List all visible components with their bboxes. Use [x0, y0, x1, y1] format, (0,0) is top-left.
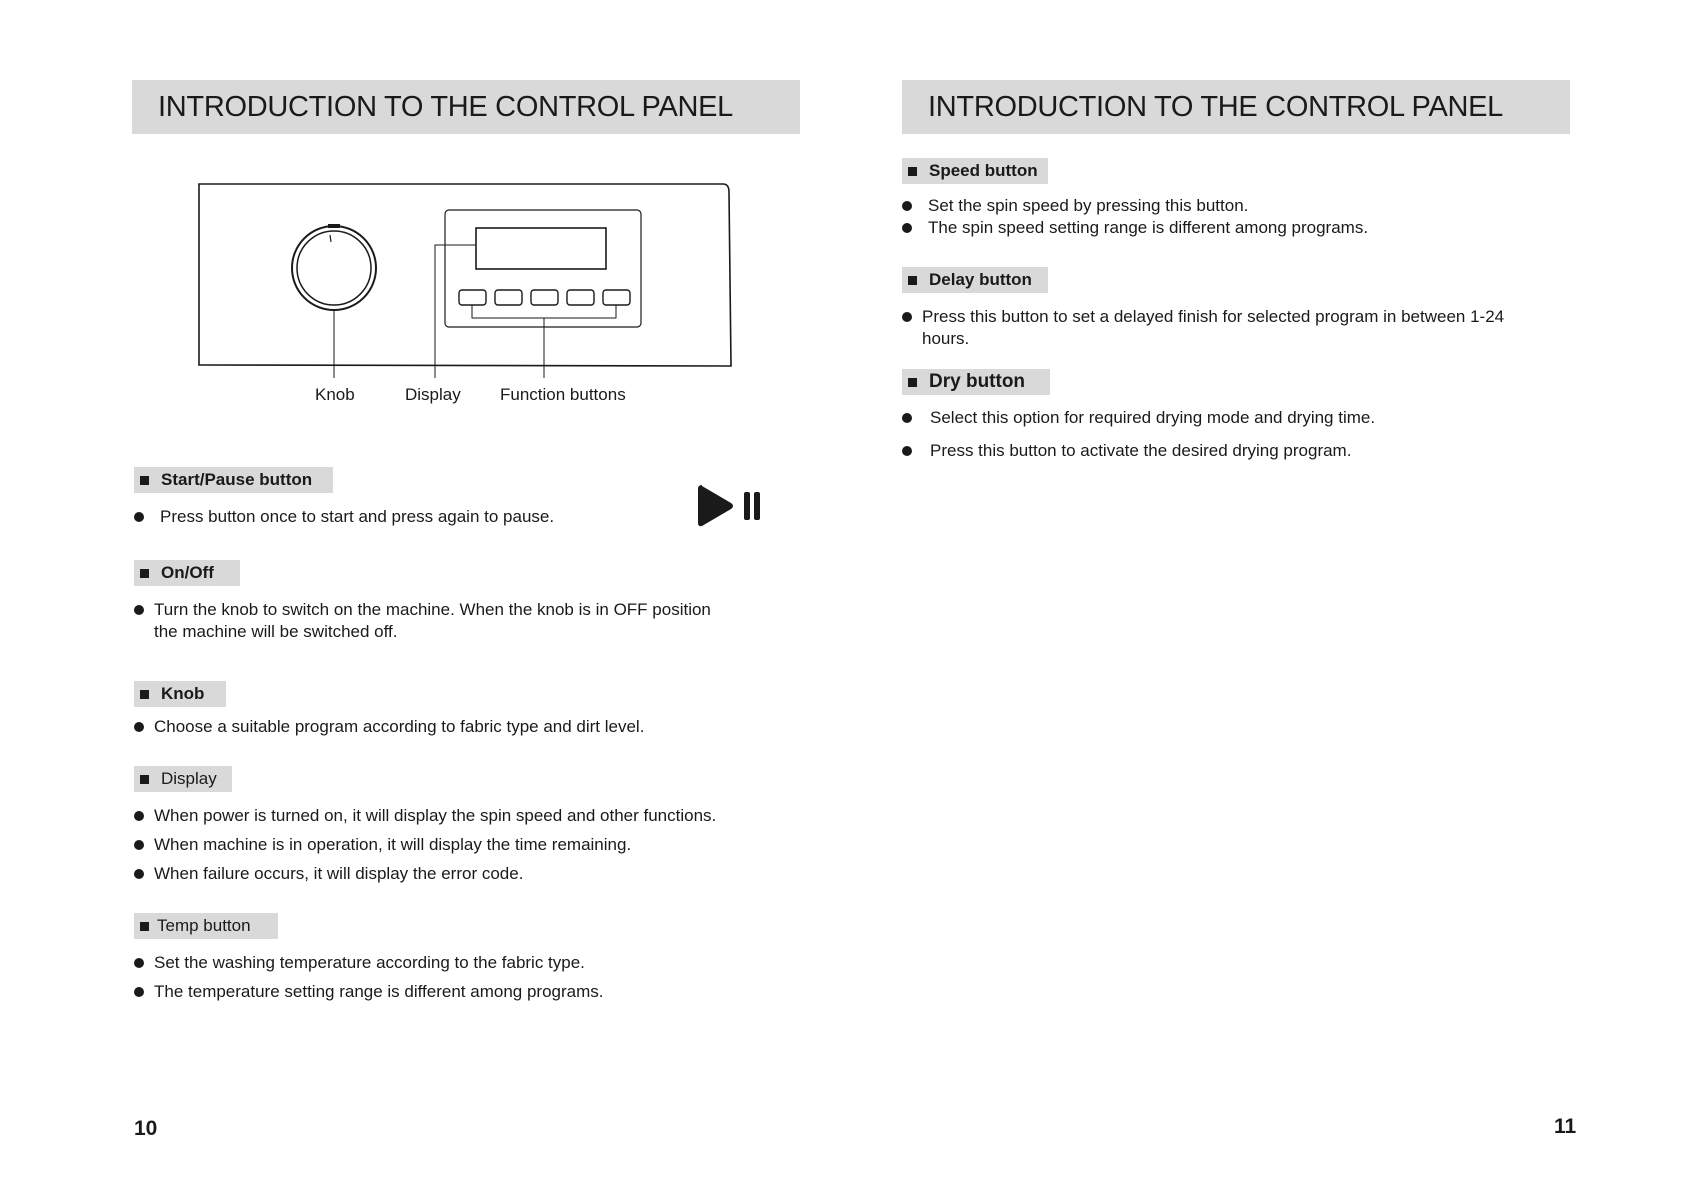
square-bullet-icon — [140, 922, 149, 931]
square-bullet-icon — [908, 276, 917, 285]
list-item: The spin speed setting range is different among programs. — [902, 217, 1368, 239]
start-pause-list — [134, 506, 554, 528]
bullet-dot-icon — [134, 722, 144, 732]
list-item: Set the washing temperature according to the fabric type. — [134, 952, 603, 974]
section-heading-dry: Dry button — [902, 369, 1050, 395]
list-item: Press this button to activate the desired drying program. — [902, 440, 1375, 462]
section-heading-on-off: On/Off — [134, 560, 240, 586]
bullet-dot-icon — [134, 840, 144, 850]
list-item: Press button once to start and press again to pause. — [134, 506, 554, 528]
control-panel-diagram — [195, 180, 735, 380]
right-page-title: INTRODUCTION TO THE CONTROL PANEL — [902, 80, 1570, 134]
list-item: The temperature setting range is different among programs. — [134, 981, 603, 1003]
bullet-dot-icon — [134, 512, 144, 522]
temp-list — [134, 952, 603, 1003]
right-page — [842, 0, 1684, 1191]
display-list — [134, 805, 716, 885]
bullet-dot-icon — [902, 413, 912, 423]
list-item: Turn the knob to switch on the machine. When the knob is in OFF position the machine will be switched off. — [134, 599, 724, 643]
section-heading-temp: Temp button — [134, 913, 278, 939]
on-off-list — [134, 599, 724, 643]
play-pause-icon — [698, 485, 764, 527]
knob-illustration — [292, 224, 376, 310]
list-item: Choose a suitable program according to fabric type and dirt level. — [134, 716, 644, 738]
section-heading-knob: Knob — [134, 681, 226, 707]
list-item: When failure occurs, it will display the error code. — [134, 863, 716, 885]
delay-list — [902, 306, 1522, 350]
section-heading-speed: Speed button — [902, 158, 1048, 184]
speed-list — [902, 195, 1368, 239]
list-item: When machine is in operation, it will display the time remaining. — [134, 834, 716, 856]
list-item: Press this button to set a delayed finish for selected program in between 1-24 hours. — [902, 306, 1522, 350]
diagram-label-display: Display — [405, 385, 461, 404]
bullet-dot-icon — [902, 312, 912, 322]
knob-list — [134, 716, 644, 738]
bullet-dot-icon — [134, 987, 144, 997]
list-item: Select this option for required drying mode and drying time. — [902, 407, 1375, 429]
list-item: Set the spin speed by pressing this button. — [902, 195, 1368, 217]
square-bullet-icon — [908, 378, 917, 387]
square-bullet-icon — [140, 690, 149, 699]
page-number-left: 10 — [134, 1117, 158, 1140]
display-screen — [476, 228, 606, 269]
dry-list — [902, 407, 1375, 462]
square-bullet-icon — [908, 167, 917, 176]
square-bullet-icon — [140, 775, 149, 784]
bullet-dot-icon — [134, 869, 144, 879]
section-heading-display: Display — [134, 766, 232, 792]
bullet-dot-icon — [902, 446, 912, 456]
square-bullet-icon — [140, 476, 149, 485]
diagram-label-knob: Knob — [315, 385, 355, 404]
section-heading-start-pause: Start/Pause button — [134, 467, 333, 493]
section-heading-delay: Delay button — [902, 267, 1048, 293]
square-bullet-icon — [140, 569, 149, 578]
bullet-dot-icon — [902, 201, 912, 211]
list-item: When power is turned on, it will display the spin speed and other functions. — [134, 805, 716, 827]
bullet-dot-icon — [134, 958, 144, 968]
page-number-right: 11 — [1554, 1115, 1577, 1138]
bullet-dot-icon — [134, 605, 144, 615]
left-page-title: INTRODUCTION TO THE CONTROL PANEL — [132, 80, 800, 134]
diagram-label-function-buttons: Function buttons — [500, 385, 626, 404]
bullet-dot-icon — [902, 223, 912, 233]
function-buttons-row — [459, 290, 630, 305]
bullet-dot-icon — [134, 811, 144, 821]
